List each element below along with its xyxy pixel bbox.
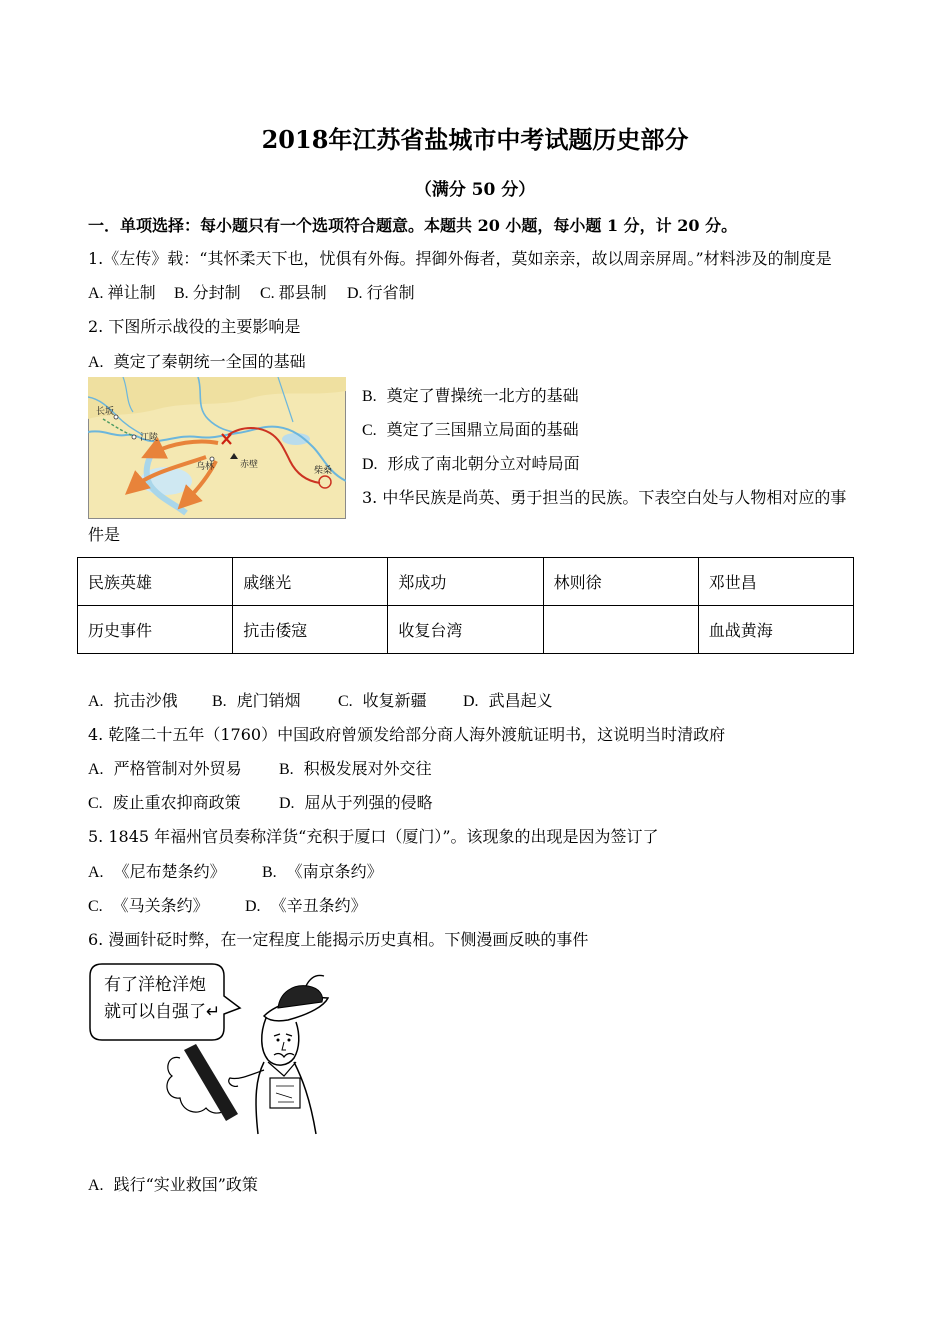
option-label: D. [362, 456, 378, 473]
q5-option-d [245, 896, 367, 917]
q5-option-c [88, 896, 209, 917]
option-text: 形成了南北朝分立对峙局面 [387, 454, 580, 473]
table-cell: 林则徐 [543, 558, 698, 606]
option-text: 奠定了秦朝统一全国的基础 [113, 352, 306, 371]
table-row-events [78, 606, 854, 654]
table-cell: 抗击倭寇 [233, 606, 388, 654]
option-text: 《南京条约》 [286, 862, 383, 881]
q3-option-d [463, 691, 553, 712]
option-label: A. [88, 354, 104, 371]
q4-option-c [88, 793, 241, 814]
option-label: B. [262, 864, 277, 881]
option-text: 奠定了曹操统一北方的基础 [386, 386, 579, 405]
option-label: B. [362, 388, 377, 405]
heroes-table [77, 557, 854, 654]
table-cell-blank [543, 606, 698, 654]
question-1-stem: 1.《左传》载：“其怀柔天下也，忧俱有外侮。捍御外侮者，莫如亲亲，故以周亲屏周。”材料涉及的制度是 [88, 249, 832, 268]
q1-option-c [260, 283, 327, 304]
option-text: 郡县制 [278, 283, 327, 302]
battle-map [88, 377, 346, 519]
q4-option-a [88, 759, 242, 780]
table-cell: 邓世昌 [698, 558, 853, 606]
option-text: 行省制 [366, 283, 415, 302]
table-cell: 收复台湾 [388, 606, 543, 654]
q3-option-c [338, 691, 427, 712]
eye [288, 1039, 291, 1042]
option-text: 虎门销烟 [236, 691, 301, 710]
q4-option-b [279, 759, 432, 780]
q5-option-b [262, 862, 383, 883]
table-cell: 戚继光 [233, 558, 388, 606]
option-text: 废止重农抑商政策 [112, 793, 241, 812]
q1-option-d [347, 283, 415, 304]
option-text: 抗击沙俄 [113, 691, 178, 710]
rank-badge-pattern [276, 1086, 294, 1102]
option-label: B. [174, 285, 189, 302]
question-3-stem: 3. 中华民族是尚英、勇于担当的民族。下表空白处与人物相对应的事 [362, 488, 847, 507]
option-label: A. [88, 285, 104, 302]
q1-option-a [88, 283, 156, 304]
option-label: C. [362, 422, 377, 439]
q2-option-d [362, 454, 580, 475]
section-heading: 一．单项选择：每小题只有一个选项符合题意。本题共 20 小题，每小题 1 分，计 20 分。 [88, 216, 738, 235]
option-label: A. [88, 864, 104, 881]
q4-option-d [279, 793, 433, 814]
map-city-marker [132, 435, 136, 439]
option-label: D. [245, 898, 261, 915]
q3-option-b [212, 691, 301, 712]
full-score-note: （满分 50 分） [414, 180, 536, 200]
option-label: D. [347, 285, 363, 302]
option-label: A. [88, 1177, 104, 1194]
table-cell-row-label: 历史事件 [78, 606, 233, 654]
option-text: 《辛丑条约》 [270, 896, 367, 915]
option-text: 践行“实业救国”政策 [113, 1175, 258, 1194]
cannon-barrel [184, 1044, 238, 1121]
map-label-chibi: 赤壁 [240, 460, 259, 470]
q3-option-a [88, 691, 178, 712]
option-label: C. [88, 898, 103, 915]
option-text: 《马关条约》 [112, 896, 209, 915]
option-label: C. [260, 285, 275, 302]
table-row-heroes [78, 558, 854, 606]
option-text: 奠定了三国鼎立局面的基础 [386, 420, 579, 439]
map-label-chaisang: 柴桑 [314, 466, 333, 476]
q6-option-a [88, 1175, 258, 1196]
option-text: 严格管制对外贸易 [113, 759, 242, 778]
hat-plume [306, 975, 324, 986]
speech-bubble-line-1: 有了洋枪洋炮 [104, 975, 206, 995]
question-3-stem-continued: 件是 [88, 525, 121, 544]
option-text: 积极发展对外交往 [303, 759, 432, 778]
option-label: A. [88, 761, 104, 778]
question-2-stem: 2. 下图所示战役的主要影响是 [88, 317, 301, 336]
option-text: 收复新疆 [362, 691, 427, 710]
q5-option-a [88, 862, 226, 883]
official-face [262, 1018, 299, 1065]
map-city-marker [210, 457, 214, 461]
option-text: 武昌起义 [488, 691, 553, 710]
map-label-jiangling: 江陵 [140, 433, 159, 443]
option-text: 《尼布楚条约》 [113, 862, 226, 881]
q2-option-a [88, 352, 306, 373]
option-text: 禅让制 [107, 283, 156, 302]
option-label: B. [212, 693, 227, 710]
option-label: D. [279, 795, 295, 812]
option-text: 分封制 [192, 283, 241, 302]
option-label: A. [88, 693, 104, 710]
page-title: 2018年江苏省盐城市中考试题历史部分 [261, 125, 689, 154]
table-cell: 郑成功 [388, 558, 543, 606]
option-label: C. [88, 795, 103, 812]
table-cell-row-label: 民族英雄 [78, 558, 233, 606]
battle-map-graphic [88, 377, 346, 519]
eye [277, 1039, 280, 1042]
map-label-wulin: 乌林 [196, 462, 215, 472]
rank-badge [270, 1078, 300, 1108]
question-5-stem: 5. 1845 年福州官员奏称洋货“充积于厦口（厦门）”。该现象的出现是因为签订了 [88, 827, 659, 846]
table-cell: 血战黄海 [698, 606, 853, 654]
option-text: 屈从于列强的侵略 [304, 793, 433, 812]
map-label-changban: 长坂 [96, 407, 115, 417]
speech-bubble-line-2: 就可以自强了↵ [104, 1002, 221, 1022]
q2-option-c [362, 420, 579, 441]
q1-option-b [174, 283, 241, 304]
option-label: D. [463, 693, 479, 710]
map-city-marker [114, 415, 118, 419]
question-6-stem: 6. 漫画针砭时弊，在一定程度上能揭示历史真相。下侧漫画反映的事件 [88, 930, 589, 949]
q2-option-b [362, 386, 579, 407]
option-label: C. [338, 693, 353, 710]
question-4-stem: 4. 乾隆二十五年（1760）中国政府曾颁发给部分商人海外渡航证明书，这说明当时清政府 [88, 725, 726, 744]
option-label: B. [279, 761, 294, 778]
